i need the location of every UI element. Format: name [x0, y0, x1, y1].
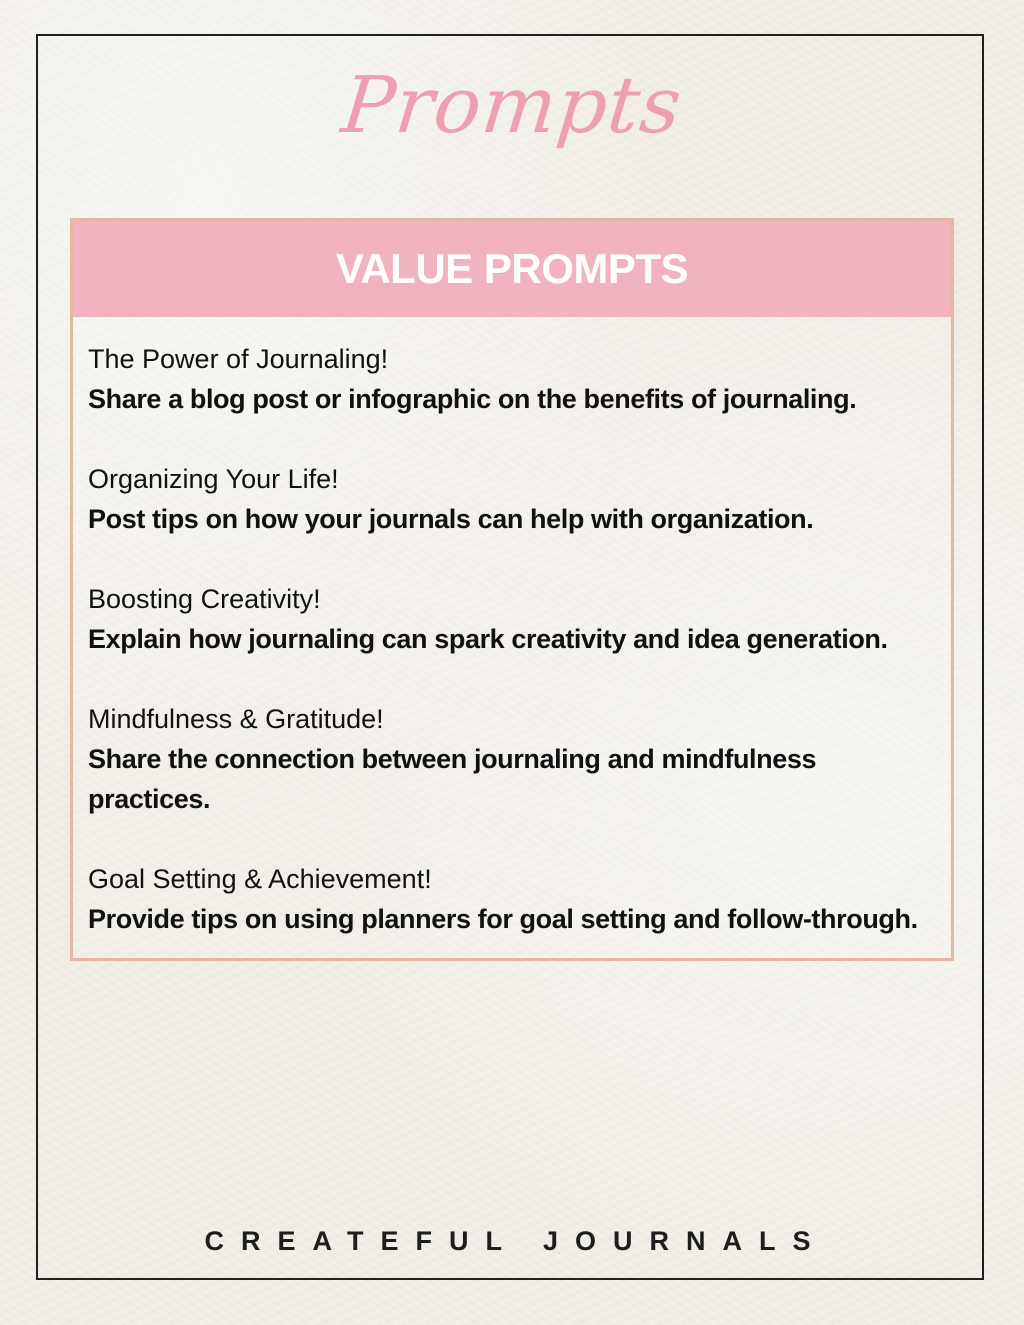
prompt-heading: Goal Setting & Achievement!: [88, 864, 432, 894]
prompt-item: [88, 459, 928, 539]
prompt-item: [88, 859, 928, 939]
prompt-item: [88, 579, 928, 659]
prompt-description: Provide tips on using planners for goal setting and follow-through.: [88, 904, 918, 934]
prompt-heading: Organizing Your Life!: [88, 464, 339, 494]
prompt-heading: The Power of Journaling!: [88, 344, 389, 374]
prompt-item: [88, 339, 928, 419]
prompt-heading: Mindfulness & Gratitude!: [88, 704, 384, 734]
prompt-description: Post tips on how your journals can help with organization.: [88, 504, 814, 534]
section-title: VALUE PROMPTS: [335, 245, 689, 292]
card-header: [73, 221, 951, 317]
page-title: Prompts: [337, 61, 687, 151]
prompt-heading: Boosting Creativity!: [88, 584, 321, 614]
value-prompts-card: [70, 218, 954, 961]
prompt-item: [88, 699, 928, 819]
prompt-description: Share the connection between journaling and mindfulness practices.: [88, 744, 817, 814]
prompt-description: Share a blog post or infographic on the benefits of journaling.: [88, 384, 857, 414]
prompt-list: [88, 339, 928, 979]
brand-footer: CREATEFUL JOURNALS: [204, 1226, 828, 1256]
prompt-description: Explain how journaling can spark creativity and idea generation.: [88, 624, 888, 654]
